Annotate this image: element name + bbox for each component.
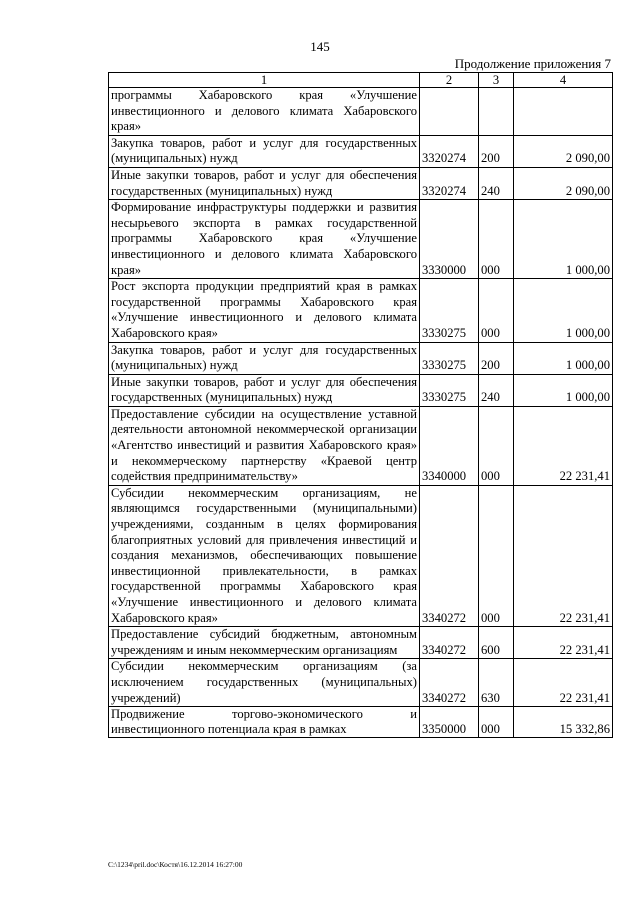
row-type: 000 (479, 279, 514, 342)
row-amount: 22 231,41 (514, 406, 613, 485)
table-row (109, 279, 613, 342)
table-header-row (109, 73, 613, 88)
row-amount: 1 000,00 (514, 342, 613, 374)
row-code: 3340000 (420, 406, 479, 485)
row-type: 240 (479, 167, 514, 199)
table-row (109, 659, 613, 707)
row-name: Иные закупки товаров, работ и услуг для обеспечения государственных (муниципальных) нужд (109, 167, 420, 199)
row-amount: 2 090,00 (514, 167, 613, 199)
budget-table (108, 72, 613, 738)
page-number: 145 (310, 39, 330, 54)
table-row (109, 374, 613, 406)
row-type: 000 (479, 485, 514, 626)
table-row (109, 88, 613, 136)
row-type: 000 (479, 200, 514, 279)
row-code: 3320274 (420, 135, 479, 167)
table-row (109, 135, 613, 167)
header-col-2: 2 (420, 73, 479, 88)
row-amount: 22 231,41 (514, 485, 613, 626)
table-row (109, 406, 613, 485)
row-type: 200 (479, 135, 514, 167)
row-name: Формирование инфраструктуры поддержки и развития несырьевого экспорта в рамках государственной программы Хабаровского края «Улучшение инвестиционного и делового климата Хабаровского края» (109, 200, 420, 279)
row-amount: 1 000,00 (514, 279, 613, 342)
row-amount: 1 000,00 (514, 374, 613, 406)
row-code (420, 88, 479, 136)
row-code: 3330275 (420, 374, 479, 406)
row-code: 3340272 (420, 627, 479, 659)
header-col-1: 1 (109, 73, 420, 88)
row-type: 630 (479, 659, 514, 707)
row-amount: 2 090,00 (514, 135, 613, 167)
row-code: 3340272 (420, 659, 479, 707)
row-name: Закупка товаров, работ и услуг для государственных (муниципальных) нужд (109, 342, 420, 374)
continuation-heading: Продолжение приложения 7 (454, 56, 611, 71)
row-amount: 22 231,41 (514, 627, 613, 659)
table-row (109, 342, 613, 374)
row-type: 240 (479, 374, 514, 406)
row-code: 3330275 (420, 279, 479, 342)
row-code: 3330275 (420, 342, 479, 374)
table-row (109, 707, 613, 738)
row-name: Предоставление субсидий бюджетным, автономным учреждениям и иным некоммерческим организациям (109, 627, 420, 659)
row-type: 200 (479, 342, 514, 374)
row-code: 3340272 (420, 485, 479, 626)
row-code: 3320274 (420, 167, 479, 199)
table-row (109, 200, 613, 279)
row-amount (514, 88, 613, 136)
header-col-4: 4 (514, 73, 613, 88)
row-name: Предоставление субсидии на осуществление уставной деятельности автономной некоммерческой организации «Агентство инвестиций и развития Хабаровского края» и некоммерческому партнерству «Краевой центр содействия предпринимательству» (109, 406, 420, 485)
header-col-3: 3 (479, 73, 514, 88)
row-type: 000 (479, 707, 514, 738)
footer-file-path: C:\1234\pril.doc\Костя\16.12.2014 16:27:00 (108, 860, 243, 869)
row-type (479, 88, 514, 136)
row-code: 3330000 (420, 200, 479, 279)
row-name: Закупка товаров, работ и услуг для государственных (муниципальных) нужд (109, 135, 420, 167)
table-row (109, 485, 613, 626)
row-name: Субсидии некоммерческим организациям, не являющимся государственными (муниципальными) учреждениями, созданным в целях формирования благоприятных условий для привлечения инвестиций и создания механизмов, обеспечивающих повышение инвестиционной привлекательности, в рамках государственной программы Хабаровского края «Улучшение инвестиционного и делового климата Хабаровского края» (109, 485, 420, 626)
row-name: программы Хабаровского края «Улучшение инвестиционного и делового климата Хабаровского края» (109, 88, 420, 136)
row-name: Рост экспорта продукции предприятий края в рамках государственной программы Хабаровского края «Улучшение инвестиционного и делового климата Хабаровского края» (109, 279, 420, 342)
row-name: Иные закупки товаров, работ и услуг для обеспечения государственных (муниципальных) нужд (109, 374, 420, 406)
row-code: 3350000 (420, 707, 479, 738)
row-amount: 1 000,00 (514, 200, 613, 279)
row-name: Субсидии некоммерческим организациям (за исключением государственных (муниципальных) учреждений) (109, 659, 420, 707)
table-row (109, 167, 613, 199)
table-row (109, 627, 613, 659)
row-name: Продвижение торгово-экономического и инвестиционного потенциала края в рамках (109, 707, 420, 738)
row-amount: 15 332,86 (514, 707, 613, 738)
row-amount: 22 231,41 (514, 659, 613, 707)
row-type: 600 (479, 627, 514, 659)
row-type: 000 (479, 406, 514, 485)
